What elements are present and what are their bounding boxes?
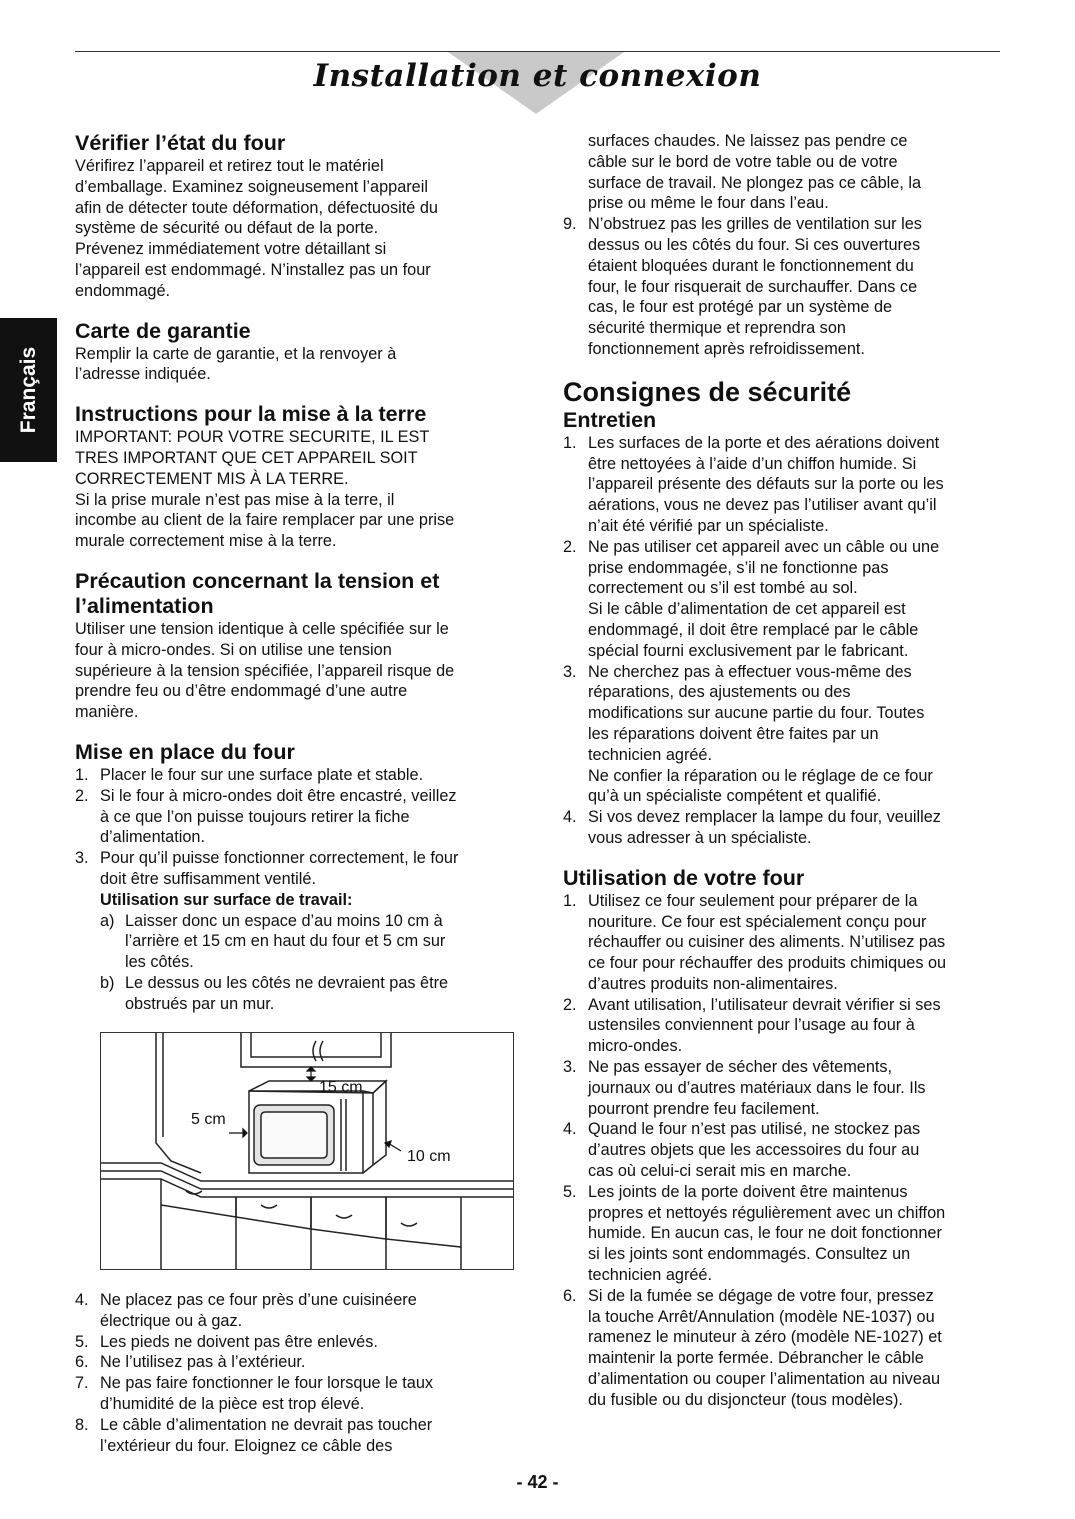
- item-number: 9.: [563, 215, 577, 234]
- section-entretien: [563, 408, 1008, 849]
- paragraph: [75, 427, 520, 552]
- text-line: Les pieds ne doivent pas être enlevés.: [100, 1332, 378, 1351]
- text-line: Si le four à micro-ondes doit être encastré, veillez: [100, 786, 457, 805]
- list-item: [75, 1373, 520, 1415]
- item-letter: a): [100, 911, 115, 930]
- text-line: réparations, des ajustements ou des: [588, 683, 851, 702]
- text-line: ustensiles conviennent pour l’usage au four à: [588, 1016, 915, 1035]
- text-line: endommagé.: [75, 281, 171, 300]
- text-line: Quand le four n’est pas utilisé, ne stockez pas: [588, 1120, 921, 1139]
- text-line: à ce que l’on puisse toujours retirer la fiche: [100, 807, 410, 826]
- dimension-label-side: 5 cm: [191, 1111, 226, 1128]
- text-line: Le câble d’alimentation ne devrait pas toucher: [100, 1415, 433, 1434]
- item-text: [588, 433, 1008, 537]
- heading-verifier: Vérifier l’état du four: [75, 131, 286, 155]
- text-line: Pour qu’il puisse fonctionner correctement, le four: [100, 849, 459, 868]
- text-line: l’arrière et 15 cm en haut du four et 5 cm sur: [125, 932, 446, 951]
- heading-tension: [75, 569, 520, 619]
- item-text: [100, 1352, 520, 1373]
- text-line: fonctionnement après refroidissement.: [588, 339, 865, 358]
- sub-item: [75, 911, 520, 973]
- text-line: Vérifirez l’appareil et retirez tout le matériel: [75, 157, 384, 175]
- item-text: [588, 214, 1008, 360]
- text-line: vous adresser à un spécialiste.: [588, 828, 812, 847]
- item-continuation: [563, 131, 1008, 214]
- list-item: [75, 1290, 520, 1332]
- item-number: 6.: [563, 1286, 577, 1305]
- list-item: [563, 891, 1008, 995]
- item-number: 8.: [75, 1415, 89, 1434]
- section-verifier: [75, 131, 520, 302]
- paragraph: [75, 619, 520, 723]
- text-line: Ne l’utilisez pas à l’extérieur.: [100, 1353, 306, 1372]
- text-line: propres et nettoyés régulièrement avec un chiffon: [588, 1203, 946, 1222]
- item-number: 7.: [75, 1374, 89, 1393]
- text-line: Laisser donc un espace d’au moins 10 cm à: [125, 911, 443, 930]
- item-number: 2.: [563, 537, 577, 556]
- text-line: Ne pas essayer de sécher des vêtements,: [588, 1058, 893, 1077]
- text-line: Remplir la carte de garantie, et la renvoyer à: [75, 344, 397, 363]
- item-text: [588, 1182, 1008, 1286]
- text-line: modifications sur aucune partie du four. Toutes: [588, 704, 925, 723]
- heading-entretien: Entretien: [563, 407, 657, 432]
- item-number: 6.: [75, 1353, 89, 1372]
- text-line: surface de travail. Ne plongez pas ce câble, la: [588, 173, 922, 192]
- list-item: [563, 662, 1008, 808]
- text-line: cas où celui-ci serait mis en marche.: [588, 1162, 852, 1181]
- list-item: [563, 807, 1008, 849]
- text-line: doit être suffisamment ventilé.: [100, 869, 316, 888]
- item-number: 4.: [563, 808, 577, 827]
- item-number: 1.: [563, 433, 577, 452]
- list-item: [563, 537, 1008, 662]
- item-text: [100, 848, 520, 890]
- page-number: - 42 -: [516, 1472, 559, 1492]
- text-line: l’extérieur du four. Eloignez ce câble des: [100, 1436, 393, 1455]
- text-line: correctement ou s’il est tombé au sol.: [588, 579, 858, 598]
- text-line: Ne cherchez pas à effectuer vous-même des: [588, 662, 912, 681]
- heading-utilisation: Utilisation de votre four: [563, 865, 805, 890]
- item-number: 4.: [75, 1291, 89, 1309]
- item-number: 2.: [563, 995, 577, 1014]
- text-line: Ne pas faire fonctionner le four lorsque le taux: [100, 1374, 434, 1393]
- text-line: étaient bloquées durant le fonctionnement du: [588, 256, 914, 275]
- subheading-surface-travail: Utilisation sur surface de travail:: [100, 890, 353, 909]
- text-line: d’autres produits non-alimentaires.: [588, 974, 838, 993]
- text-line: n’ait été vérifié par un spécialiste.: [588, 516, 829, 535]
- page-title: Installation et connexion: [313, 58, 762, 94]
- list-item: [563, 995, 1008, 1057]
- heading-line: Précaution concernant la tension et: [75, 568, 440, 593]
- heading-mise-en-place: Mise en place du four: [75, 739, 295, 764]
- item-number: 1.: [75, 765, 89, 784]
- installation-figure: [100, 1032, 514, 1270]
- list-item: [563, 1182, 1008, 1286]
- text-line: du fusible ou du disjoncteur (tous modèles).: [588, 1390, 903, 1409]
- list-item: [563, 1119, 1008, 1181]
- text-line: N’obstruez pas les grilles de ventilation sur les: [588, 215, 922, 234]
- item-text: [100, 786, 520, 848]
- text-line: Le dessus ou les côtés ne devraient pas être: [125, 973, 449, 992]
- text-line: technicien agréé.: [588, 745, 713, 764]
- list-item: [75, 1332, 520, 1353]
- item-text: [100, 1415, 520, 1457]
- item-text: [100, 1373, 520, 1415]
- text-line: Utiliser une tension identique à celle spécifiée sur le: [75, 619, 449, 638]
- text-line: nouriture. Ce four est spécialement conçu pour: [588, 912, 927, 931]
- text-line: Ne confier la réparation ou le réglage de ce four: [588, 766, 933, 785]
- item-number: 4.: [563, 1120, 577, 1139]
- text-line: prendre feu ou d’être endommagé d’une autre: [75, 682, 408, 701]
- text-line: Les surfaces de la porte et des aérations doivent: [588, 433, 940, 452]
- text-line: incombe au client de la faire remplacer par une prise: [75, 511, 455, 530]
- text-line: l’appareil présente des défauts sur la porte ou les: [588, 475, 944, 494]
- item-text: [588, 1057, 1008, 1119]
- text-line: qu’à un spécialiste compétent et qualifié.: [588, 787, 882, 806]
- text-line: système de sécurité ou défaut de la porte.: [75, 219, 379, 238]
- item-text: [588, 995, 1008, 1057]
- heading-terre: Instructions pour la mise à la terre: [75, 402, 427, 427]
- text-line: IMPORTANT: POUR VOTRE SECURITE, IL EST: [75, 428, 430, 447]
- text-line: l’adresse indiquée.: [75, 365, 211, 384]
- text-line: Si la prise murale n’est pas mise à la terre, il: [75, 490, 395, 509]
- dimension-label-back: 10 cm: [407, 1148, 451, 1165]
- list-item: [75, 848, 520, 890]
- text-line: journaux ou d’autres matériaux dans le four. Ils: [588, 1078, 926, 1097]
- text-line: four, le four risquerait de surchauffer. Dans ce: [588, 277, 918, 296]
- sub-item: [75, 973, 520, 1015]
- text-line: technicien agréé.: [588, 1266, 713, 1285]
- text-line: Utilisez ce four seulement pour préparer de la: [588, 891, 918, 910]
- paragraph: [75, 156, 520, 302]
- item-number: 2.: [75, 786, 89, 805]
- text-line: les côtés.: [125, 953, 194, 972]
- item-text: [100, 765, 520, 786]
- item-number: 5.: [75, 1332, 89, 1351]
- oven-illustration: [101, 1033, 513, 1269]
- language-tab: [0, 318, 57, 462]
- item-text: [100, 1332, 520, 1353]
- text-line: d’autres objets que les accessoires du four au: [588, 1141, 920, 1160]
- item-text: [588, 537, 1008, 662]
- section-terre: [75, 402, 520, 552]
- text-line: Ne pas utiliser cet appareil avec un câble ou une: [588, 537, 940, 556]
- text-line: sécurité thermique et reprendra son: [588, 319, 846, 338]
- text-line: d’humidité de la pièce est trop élevé.: [100, 1394, 365, 1413]
- list-item: [75, 1352, 520, 1373]
- text-line: dessus ou les côtés du four. Si ces ouvertures: [588, 235, 921, 254]
- text-line: spécial fourni exclusivement par le fabricant.: [588, 641, 909, 660]
- section-garantie: [75, 319, 520, 386]
- text-line: humide. En aucun cas, le four ne doit fonctionner: [588, 1224, 942, 1243]
- dimension-label-top: 15 cm: [319, 1079, 363, 1096]
- text-line: supérieure à la tension spécifiée, l’appareil risque de: [75, 661, 455, 680]
- text-line: ce four pour réchauffer des produits chimiques ou: [588, 954, 947, 973]
- language-tab-label: Français: [16, 346, 40, 434]
- left-column-bottom: [75, 1290, 520, 1456]
- item-text: [100, 1290, 520, 1332]
- text-line: l’appareil est endommagé. N’installez pas un four: [75, 260, 431, 279]
- text-line: cas, le four est protégé par un système de: [588, 298, 893, 317]
- text-line: être nettoyées à l’aide d’un chiffon humide. Si: [588, 454, 917, 473]
- list-item: [75, 786, 520, 848]
- text-line: câble sur le bord de votre table ou de votre: [588, 152, 898, 171]
- text-line: four à micro-ondes. Si on utilise une tension: [75, 640, 392, 659]
- text-line: Placer le four sur une surface plate et stable.: [100, 765, 424, 784]
- heading-garantie: Carte de garantie: [75, 318, 251, 343]
- list-item: [563, 1057, 1008, 1119]
- text-line: maintenir la porte fermée. Débrancher le câble: [588, 1349, 924, 1368]
- item-number: 3.: [563, 662, 577, 681]
- item-text: [125, 973, 520, 1015]
- text-line: obstrués par un mur.: [125, 994, 275, 1013]
- text-line: Prévenez immédiatement votre détaillant si: [75, 240, 387, 259]
- item-number: 3.: [563, 1058, 577, 1077]
- left-column: [75, 131, 520, 1015]
- right-column: [563, 131, 1008, 1411]
- text-line: Les joints de la porte doivent être maintenus: [588, 1182, 908, 1201]
- text-line: ramenez le minuteur à zéro (modèle NE-1027) et: [588, 1328, 942, 1347]
- list-item: [75, 1415, 520, 1457]
- item-text: [588, 662, 1008, 808]
- text-line: d’alimentation.: [100, 828, 205, 847]
- list-item: [563, 214, 1008, 360]
- section-mise-en-place: [75, 740, 520, 1015]
- text-line: d’alimentation ou couper l’alimentation au niveau: [588, 1370, 941, 1389]
- list-item: [563, 433, 1008, 537]
- section-utilisation: [563, 866, 1008, 1411]
- item-text: [588, 807, 1008, 849]
- text-line: d’emballage. Examinez soigneusement l’appareil: [75, 177, 428, 196]
- text-line: TRES IMPORTANT QUE CET APPAREIL SOIT: [75, 448, 418, 467]
- heading-line: l’alimentation: [75, 593, 214, 618]
- paragraph: [75, 344, 520, 386]
- section-tension: [75, 569, 520, 723]
- heading-consignes: Consignes de sécurité: [563, 376, 852, 407]
- text-line: réchauffer ou cuisiner des aliments. N’utilisez pas: [588, 933, 946, 952]
- text-line: afin de détecter toute déformation, défectuosité du: [75, 198, 438, 217]
- item-number: 5.: [563, 1182, 577, 1201]
- list-item: [75, 765, 520, 786]
- text-line: électrique ou à gaz.: [100, 1311, 243, 1330]
- text-line: CORRECTEMENT MIS À LA TERRE.: [75, 469, 349, 488]
- text-line: Ne placez pas ce four près d’une cuisinéere: [100, 1291, 417, 1309]
- text-line: manière.: [75, 703, 139, 722]
- item-number: 1.: [563, 891, 577, 910]
- list-item: [563, 1286, 1008, 1411]
- item-letter: b): [100, 973, 115, 992]
- text-line: micro-ondes.: [588, 1037, 683, 1056]
- text-line: murale correctement mise à la terre.: [75, 532, 337, 551]
- text-line: les réparations doivent être faites par un: [588, 724, 879, 743]
- item-number: 3.: [75, 849, 89, 868]
- text-line: prise ou même le four dans l’eau.: [588, 194, 829, 213]
- text-line: si les joints sont endommagés. Consultez un: [588, 1245, 911, 1264]
- text-line: pourront prendre feu facilement.: [588, 1099, 820, 1118]
- text-line: Avant utilisation, l’utilisateur devrait vérifier si ses: [588, 995, 941, 1014]
- item-text: [588, 1286, 1008, 1411]
- text-line: aérations, vous ne devez pas l’utiliser avant qu’il: [588, 496, 937, 515]
- item-text: [588, 891, 1008, 995]
- text-line: la touche Arrêt/Annulation (modèle NE-1037) ou: [588, 1307, 935, 1326]
- text-line: Si le câble d’alimentation de cet appareil est: [588, 600, 906, 619]
- text-line: endommagé, il doit être remplacé par le câble: [588, 620, 919, 639]
- text-line: Si de la fumée se dégage de votre four, pressez: [588, 1286, 934, 1305]
- text-line: surfaces chaudes. Ne laissez pas pendre ce: [588, 132, 908, 150]
- text-line: Si vos devez remplacer la lampe du four, veuillez: [588, 808, 941, 827]
- text-line: prise endommagée, s’il ne fonctionne pas: [588, 558, 889, 577]
- item-text: [125, 911, 520, 973]
- item-text: [588, 1119, 1008, 1181]
